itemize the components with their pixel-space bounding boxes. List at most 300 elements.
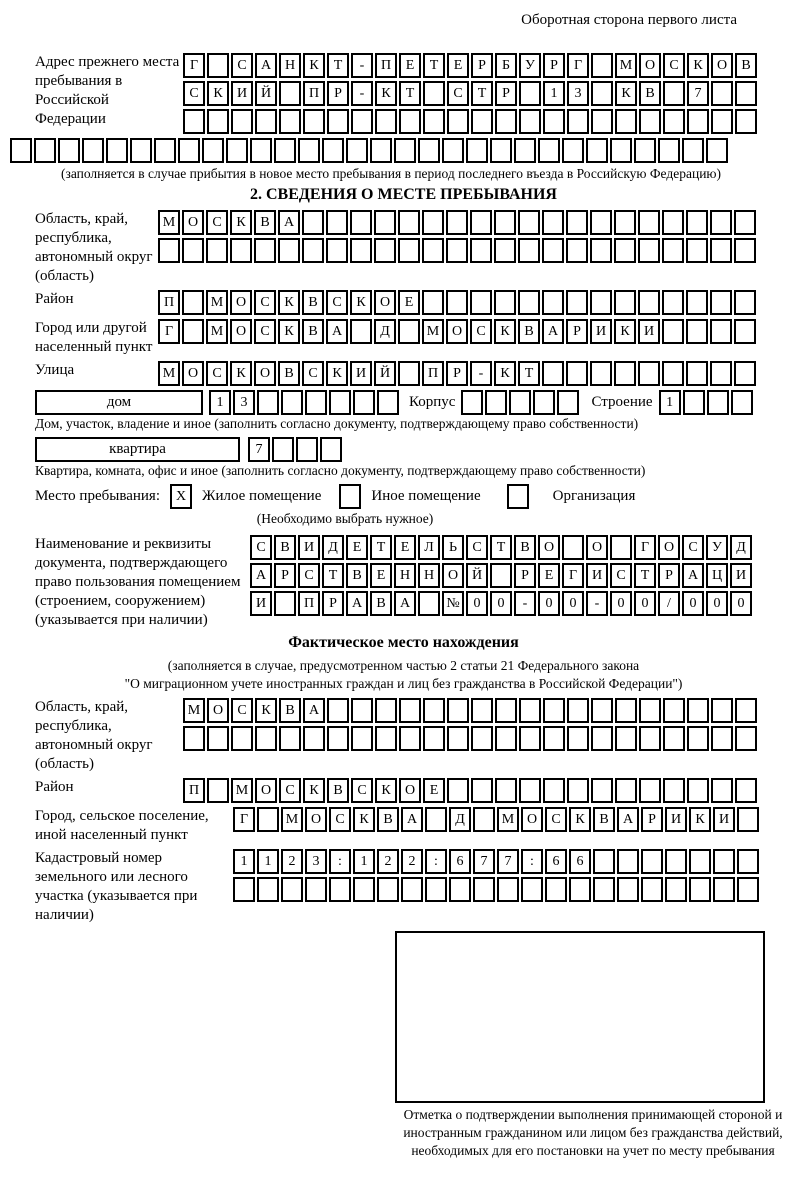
form-cell[interactable] — [233, 877, 255, 902]
form-cell[interactable] — [329, 390, 351, 415]
actual-region-row-1[interactable] — [183, 698, 757, 723]
form-cell[interactable] — [542, 238, 564, 263]
actual-city-row[interactable] — [233, 807, 759, 832]
form-cell[interactable] — [562, 535, 584, 560]
form-cell[interactable] — [495, 778, 517, 803]
form-cell[interactable] — [425, 807, 447, 832]
form-cell[interactable]: В — [327, 778, 349, 803]
form-cell[interactable] — [447, 778, 469, 803]
form-cell[interactable]: - — [351, 53, 373, 78]
form-cell[interactable] — [713, 849, 735, 874]
form-cell[interactable] — [470, 238, 492, 263]
form-cell[interactable] — [662, 238, 684, 263]
form-cell[interactable]: М — [206, 319, 228, 344]
form-cell[interactable] — [591, 81, 613, 106]
form-cell[interactable] — [281, 877, 303, 902]
stay-type-checkbox-other[interactable] — [339, 484, 361, 509]
form-cell[interactable]: К — [353, 807, 375, 832]
form-cell[interactable]: С — [231, 53, 253, 78]
form-cell[interactable]: Д — [374, 319, 396, 344]
form-cell[interactable]: М — [281, 807, 303, 832]
form-cell[interactable]: П — [158, 290, 180, 315]
form-cell[interactable]: № — [442, 591, 464, 616]
form-cell[interactable]: О — [521, 807, 543, 832]
form-cell[interactable]: Г — [634, 535, 656, 560]
form-cell[interactable] — [226, 138, 248, 163]
form-cell[interactable] — [591, 53, 613, 78]
form-cell[interactable] — [638, 361, 660, 386]
form-cell[interactable] — [591, 698, 613, 723]
form-cell[interactable]: С — [298, 563, 320, 588]
form-cell[interactable]: 0 — [682, 591, 704, 616]
form-cell[interactable] — [639, 726, 661, 751]
form-cell[interactable]: Р — [471, 53, 493, 78]
form-cell[interactable] — [634, 138, 656, 163]
form-cell[interactable] — [566, 290, 588, 315]
form-cell[interactable] — [398, 319, 420, 344]
form-cell[interactable] — [734, 210, 756, 235]
form-cell[interactable]: 3 — [233, 390, 255, 415]
form-cell[interactable] — [689, 849, 711, 874]
form-cell[interactable]: Р — [274, 563, 296, 588]
form-cell[interactable] — [423, 81, 445, 106]
form-cell[interactable] — [735, 778, 757, 803]
form-cell[interactable] — [731, 390, 753, 415]
form-cell[interactable]: И — [250, 591, 272, 616]
form-cell[interactable] — [566, 210, 588, 235]
form-cell[interactable] — [566, 361, 588, 386]
form-cell[interactable] — [662, 319, 684, 344]
form-cell[interactable] — [182, 290, 204, 315]
form-cell[interactable]: 0 — [538, 591, 560, 616]
document-row-2[interactable] — [250, 563, 752, 588]
form-cell[interactable] — [461, 390, 483, 415]
form-cell[interactable] — [494, 238, 516, 263]
form-cell[interactable] — [638, 290, 660, 315]
form-cell[interactable]: И — [231, 81, 253, 106]
form-cell[interactable] — [350, 319, 372, 344]
form-cell[interactable]: 1 — [257, 849, 279, 874]
form-cell[interactable] — [329, 877, 351, 902]
form-cell[interactable] — [370, 138, 392, 163]
prev-address-row-4[interactable] — [10, 138, 772, 163]
form-cell[interactable] — [279, 109, 301, 134]
form-cell[interactable]: Р — [446, 361, 468, 386]
form-cell[interactable] — [377, 877, 399, 902]
form-cell[interactable] — [706, 138, 728, 163]
form-cell[interactable] — [658, 138, 680, 163]
form-cell[interactable] — [735, 81, 757, 106]
form-cell[interactable]: В — [735, 53, 757, 78]
form-cell[interactable]: С — [466, 535, 488, 560]
form-cell[interactable] — [713, 877, 735, 902]
form-cell[interactable]: С — [206, 210, 228, 235]
form-cell[interactable]: Р — [327, 81, 349, 106]
form-cell[interactable] — [305, 877, 327, 902]
form-cell[interactable]: 2 — [377, 849, 399, 874]
form-cell[interactable] — [375, 109, 397, 134]
form-cell[interactable]: С — [326, 290, 348, 315]
form-cell[interactable] — [154, 138, 176, 163]
form-cell[interactable]: Й — [374, 361, 396, 386]
form-cell[interactable] — [514, 138, 536, 163]
form-cell[interactable]: 2 — [401, 849, 423, 874]
region-row-2[interactable] — [158, 238, 756, 263]
form-cell[interactable]: К — [278, 290, 300, 315]
form-cell[interactable] — [494, 290, 516, 315]
cadastral-row-1[interactable] — [233, 849, 759, 874]
form-cell[interactable] — [401, 877, 423, 902]
form-cell[interactable] — [207, 53, 229, 78]
form-cell[interactable]: К — [375, 778, 397, 803]
form-cell[interactable]: О — [207, 698, 229, 723]
form-cell[interactable]: 1 — [659, 390, 681, 415]
document-row-1[interactable] — [250, 535, 752, 560]
form-cell[interactable] — [447, 698, 469, 723]
form-cell[interactable] — [398, 361, 420, 386]
form-cell[interactable] — [663, 81, 685, 106]
stroenie-cells[interactable] — [659, 390, 753, 415]
form-cell[interactable]: 1 — [209, 390, 231, 415]
form-cell[interactable] — [567, 726, 589, 751]
form-cell[interactable]: П — [303, 81, 325, 106]
stay-type-checkbox-residential[interactable]: X — [170, 484, 192, 509]
form-cell[interactable] — [447, 109, 469, 134]
form-cell[interactable] — [614, 238, 636, 263]
form-cell[interactable]: Р — [322, 591, 344, 616]
form-cell[interactable] — [495, 726, 517, 751]
form-cell[interactable] — [610, 138, 632, 163]
form-cell[interactable]: О — [182, 210, 204, 235]
form-cell[interactable] — [470, 210, 492, 235]
form-cell[interactable] — [353, 877, 375, 902]
form-cell[interactable]: М — [183, 698, 205, 723]
form-cell[interactable] — [425, 877, 447, 902]
form-cell[interactable] — [422, 210, 444, 235]
form-cell[interactable]: М — [206, 290, 228, 315]
form-cell[interactable] — [466, 138, 488, 163]
form-cell[interactable] — [615, 109, 637, 134]
form-cell[interactable]: / — [658, 591, 680, 616]
form-cell[interactable] — [399, 109, 421, 134]
form-cell[interactable]: В — [279, 698, 301, 723]
form-cell[interactable]: Е — [370, 563, 392, 588]
actual-region-row-2[interactable] — [183, 726, 757, 751]
form-cell[interactable]: 1 — [233, 849, 255, 874]
form-cell[interactable]: К — [230, 210, 252, 235]
form-cell[interactable] — [518, 210, 540, 235]
form-cell[interactable]: Й — [255, 81, 277, 106]
form-cell[interactable] — [495, 109, 517, 134]
form-cell[interactable] — [610, 535, 632, 560]
form-cell[interactable] — [296, 437, 318, 462]
form-cell[interactable] — [377, 390, 399, 415]
form-cell[interactable] — [326, 210, 348, 235]
form-cell[interactable] — [422, 238, 444, 263]
form-cell[interactable] — [519, 109, 541, 134]
form-cell[interactable] — [591, 778, 613, 803]
form-cell[interactable]: 0 — [466, 591, 488, 616]
form-cell[interactable]: 6 — [569, 849, 591, 874]
form-cell[interactable] — [470, 290, 492, 315]
form-cell[interactable]: А — [346, 591, 368, 616]
form-cell[interactable]: О — [255, 778, 277, 803]
form-cell[interactable] — [182, 238, 204, 263]
form-cell[interactable] — [519, 81, 541, 106]
prev-address-row-1[interactable] — [183, 53, 757, 78]
form-cell[interactable]: В — [302, 290, 324, 315]
form-cell[interactable]: И — [638, 319, 660, 344]
form-cell[interactable] — [494, 210, 516, 235]
form-cell[interactable]: О — [254, 361, 276, 386]
form-cell[interactable]: Н — [418, 563, 440, 588]
form-cell[interactable]: 7 — [248, 437, 270, 462]
form-cell[interactable]: 0 — [706, 591, 728, 616]
form-cell[interactable] — [255, 726, 277, 751]
form-cell[interactable] — [471, 698, 493, 723]
form-cell[interactable] — [686, 238, 708, 263]
form-cell[interactable] — [663, 778, 685, 803]
prev-address-row-3[interactable] — [183, 109, 757, 134]
form-cell[interactable] — [302, 210, 324, 235]
form-cell[interactable]: С — [329, 807, 351, 832]
form-cell[interactable]: К — [255, 698, 277, 723]
form-cell[interactable] — [519, 698, 541, 723]
form-cell[interactable] — [710, 361, 732, 386]
form-cell[interactable] — [615, 726, 637, 751]
form-cell[interactable]: И — [350, 361, 372, 386]
form-cell[interactable] — [615, 698, 637, 723]
form-cell[interactable] — [298, 138, 320, 163]
form-cell[interactable] — [641, 849, 663, 874]
form-cell[interactable] — [590, 290, 612, 315]
form-cell[interactable]: М — [231, 778, 253, 803]
form-cell[interactable]: 7 — [497, 849, 519, 874]
form-cell[interactable] — [178, 138, 200, 163]
form-cell[interactable] — [538, 138, 560, 163]
form-cell[interactable]: Д — [322, 535, 344, 560]
form-cell[interactable]: М — [158, 210, 180, 235]
form-cell[interactable]: С — [351, 778, 373, 803]
form-cell[interactable]: - — [470, 361, 492, 386]
form-cell[interactable]: Е — [346, 535, 368, 560]
form-cell[interactable]: Д — [449, 807, 471, 832]
form-cell[interactable]: В — [278, 361, 300, 386]
form-cell[interactable] — [542, 361, 564, 386]
form-cell[interactable]: Л — [418, 535, 440, 560]
form-cell[interactable]: В — [302, 319, 324, 344]
form-cell[interactable] — [569, 877, 591, 902]
form-cell[interactable]: Р — [514, 563, 536, 588]
form-cell[interactable] — [639, 778, 661, 803]
form-cell[interactable]: А — [394, 591, 416, 616]
form-cell[interactable] — [82, 138, 104, 163]
form-cell[interactable] — [375, 726, 397, 751]
prev-address-row-2[interactable] — [183, 81, 757, 106]
form-cell[interactable] — [638, 238, 660, 263]
cadastral-row-2[interactable] — [233, 877, 759, 902]
form-cell[interactable] — [519, 778, 541, 803]
form-cell[interactable]: Й — [466, 563, 488, 588]
form-cell[interactable] — [543, 698, 565, 723]
form-cell[interactable] — [665, 849, 687, 874]
form-cell[interactable]: М — [422, 319, 444, 344]
form-cell[interactable]: С — [231, 698, 253, 723]
form-cell[interactable] — [562, 138, 584, 163]
form-cell[interactable] — [686, 319, 708, 344]
form-cell[interactable]: А — [401, 807, 423, 832]
form-cell[interactable] — [257, 877, 279, 902]
form-cell[interactable] — [639, 109, 661, 134]
stay-type-checkbox-organization[interactable] — [507, 484, 529, 509]
form-cell[interactable]: Г — [233, 807, 255, 832]
form-cell[interactable]: П — [422, 361, 444, 386]
form-cell[interactable]: М — [158, 361, 180, 386]
form-cell[interactable] — [662, 361, 684, 386]
form-cell[interactable] — [687, 698, 709, 723]
form-cell[interactable]: С — [447, 81, 469, 106]
form-cell[interactable] — [254, 238, 276, 263]
form-cell[interactable] — [182, 319, 204, 344]
form-cell[interactable] — [735, 109, 757, 134]
form-cell[interactable] — [734, 238, 756, 263]
form-cell[interactable] — [281, 390, 303, 415]
form-cell[interactable]: В — [518, 319, 540, 344]
form-cell[interactable]: К — [303, 53, 325, 78]
form-cell[interactable]: С — [610, 563, 632, 588]
form-cell[interactable] — [641, 877, 663, 902]
form-cell[interactable] — [614, 361, 636, 386]
form-cell[interactable] — [490, 138, 512, 163]
form-cell[interactable] — [326, 238, 348, 263]
form-cell[interactable] — [202, 138, 224, 163]
form-cell[interactable]: 7 — [687, 81, 709, 106]
form-cell[interactable] — [593, 849, 615, 874]
form-cell[interactable] — [590, 210, 612, 235]
form-cell[interactable] — [689, 877, 711, 902]
form-cell[interactable] — [418, 138, 440, 163]
form-cell[interactable]: И — [713, 807, 735, 832]
form-cell[interactable] — [399, 726, 421, 751]
form-cell[interactable]: В — [370, 591, 392, 616]
form-cell[interactable]: К — [350, 290, 372, 315]
form-cell[interactable]: Т — [490, 535, 512, 560]
form-cell[interactable] — [663, 726, 685, 751]
form-cell[interactable] — [590, 238, 612, 263]
form-cell[interactable] — [350, 210, 372, 235]
form-cell[interactable] — [305, 390, 327, 415]
form-cell[interactable] — [303, 109, 325, 134]
form-cell[interactable] — [543, 109, 565, 134]
form-cell[interactable] — [10, 138, 32, 163]
form-cell[interactable] — [614, 290, 636, 315]
form-cell[interactable] — [374, 210, 396, 235]
form-cell[interactable]: И — [586, 563, 608, 588]
form-cell[interactable] — [351, 109, 373, 134]
form-cell[interactable] — [735, 698, 757, 723]
form-cell[interactable]: С — [302, 361, 324, 386]
form-cell[interactable]: Ц — [706, 563, 728, 588]
form-cell[interactable] — [485, 390, 507, 415]
form-cell[interactable]: О — [639, 53, 661, 78]
form-cell[interactable] — [320, 437, 342, 462]
form-cell[interactable]: 6 — [449, 849, 471, 874]
form-cell[interactable]: С — [545, 807, 567, 832]
form-cell[interactable]: К — [615, 81, 637, 106]
form-cell[interactable] — [735, 726, 757, 751]
form-cell[interactable] — [711, 778, 733, 803]
form-cell[interactable] — [711, 81, 733, 106]
form-cell[interactable] — [567, 698, 589, 723]
form-cell[interactable] — [422, 290, 444, 315]
form-cell[interactable] — [557, 390, 579, 415]
form-cell[interactable] — [327, 698, 349, 723]
form-cell[interactable]: Т — [518, 361, 540, 386]
form-cell[interactable]: С — [250, 535, 272, 560]
form-cell[interactable] — [710, 319, 732, 344]
form-cell[interactable]: Б — [495, 53, 517, 78]
form-cell[interactable] — [614, 210, 636, 235]
form-cell[interactable]: В — [514, 535, 536, 560]
form-cell[interactable]: : — [329, 849, 351, 874]
form-cell[interactable]: К — [569, 807, 591, 832]
form-cell[interactable]: И — [590, 319, 612, 344]
form-cell[interactable] — [545, 877, 567, 902]
form-cell[interactable]: Г — [183, 53, 205, 78]
form-cell[interactable] — [446, 238, 468, 263]
form-cell[interactable] — [130, 138, 152, 163]
form-cell[interactable] — [687, 109, 709, 134]
form-cell[interactable]: В — [377, 807, 399, 832]
form-cell[interactable]: О — [399, 778, 421, 803]
form-cell[interactable] — [686, 290, 708, 315]
form-cell[interactable]: К — [230, 361, 252, 386]
form-cell[interactable]: 0 — [562, 591, 584, 616]
form-cell[interactable] — [207, 778, 229, 803]
form-cell[interactable] — [519, 726, 541, 751]
form-cell[interactable]: О — [182, 361, 204, 386]
form-cell[interactable] — [274, 138, 296, 163]
form-cell[interactable] — [471, 109, 493, 134]
form-cell[interactable] — [278, 238, 300, 263]
form-cell[interactable] — [590, 361, 612, 386]
form-cell[interactable]: И — [665, 807, 687, 832]
form-cell[interactable] — [686, 210, 708, 235]
form-cell[interactable] — [230, 238, 252, 263]
form-cell[interactable] — [302, 238, 324, 263]
form-cell[interactable] — [737, 807, 759, 832]
form-cell[interactable]: О — [230, 290, 252, 315]
form-cell[interactable] — [183, 726, 205, 751]
form-cell[interactable] — [711, 698, 733, 723]
form-cell[interactable]: К — [687, 53, 709, 78]
form-cell[interactable]: А — [326, 319, 348, 344]
form-cell[interactable] — [686, 361, 708, 386]
street-row[interactable] — [158, 361, 756, 386]
form-cell[interactable]: Т — [634, 563, 656, 588]
form-cell[interactable]: К — [207, 81, 229, 106]
form-cell[interactable]: Р — [658, 563, 680, 588]
form-cell[interactable]: И — [298, 535, 320, 560]
form-cell[interactable] — [34, 138, 56, 163]
form-cell[interactable]: Т — [327, 53, 349, 78]
form-cell[interactable] — [521, 877, 543, 902]
form-cell[interactable] — [346, 138, 368, 163]
form-cell[interactable]: О — [442, 563, 464, 588]
form-cell[interactable]: С — [663, 53, 685, 78]
form-cell[interactable]: Е — [423, 778, 445, 803]
form-cell[interactable]: К — [278, 319, 300, 344]
